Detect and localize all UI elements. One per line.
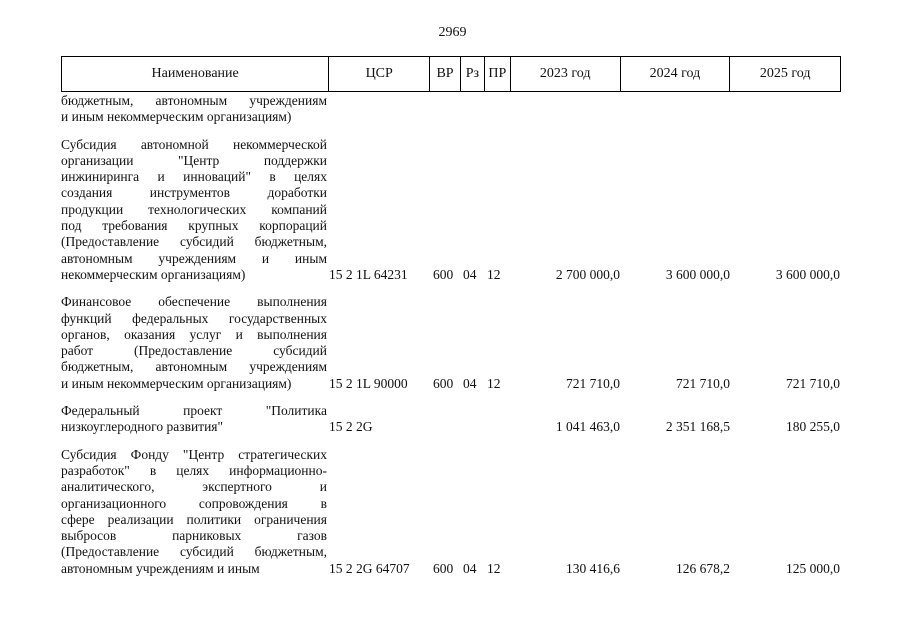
row-name-line: создания инструментов доработки [61,185,327,201]
cell-rz: 04 [463,266,477,282]
header-pr: ПР [485,57,511,91]
row-name-line: Субсидия Фонду "Центр стратегических [61,446,327,462]
table-row [61,294,851,392]
cell-vr: 600 [433,375,454,391]
table-row [61,447,851,577]
row-name-line: низкоуглеродного развития" [61,419,224,435]
row-name-line: Субсидия автономной некоммерческой [61,136,327,152]
table-body [61,93,851,577]
header-name: Наименование [62,57,329,91]
table-row [61,403,851,436]
row-values [61,267,851,283]
row-name-line: бюджетным, автономным учреждениям [61,93,327,108]
row-name-line: инжиниринга и инноваций" в целях [61,169,327,185]
row-name-line: функций федеральных государственных [61,310,327,326]
cell-2024: 721 710,0 [676,375,730,391]
row-name-line: Финансовое обеспечение выполнения [61,294,327,310]
row-values [61,376,851,392]
cell-csr: 15 2 1L 90000 [329,375,408,391]
row-name-line: сфере реализации политики ограничения [61,511,327,527]
row-name-line: выбросов парниковых газов [61,528,327,544]
page-number: 2969 [438,25,467,40]
header-2023: 2023 год [511,57,621,91]
cell-vr: 600 [433,560,454,576]
row-name-line: под требования крупных корпораций [61,218,327,234]
row-name-line: и иным некоммерческим организациям) [61,375,292,391]
cell-csr: 15 2 2G 64707 [329,560,410,576]
cell-2025: 180 255,0 [786,419,840,435]
cell-2024: 3 600 000,0 [665,266,730,282]
row-name-line: организации "Центр поддержки [61,152,327,168]
row-name-line: продукции технологических компаний [61,201,327,217]
header-2024: 2024 год [621,57,731,91]
cell-pr: 12 [487,266,501,282]
table-row [61,137,851,284]
cell-2023: 1 041 463,0 [555,419,620,435]
row-name-line: разработок" в целях информационно- [61,462,327,478]
row-name-line: (Предоставление субсидий бюджетным, [61,234,327,250]
table-header [61,56,841,92]
cell-pr: 12 [487,560,501,576]
row-name-line: некоммерческим организациям) [61,266,246,282]
header-2025: 2025 год [759,66,811,81]
row-name-line: работ (Предоставление субсидий [61,343,327,359]
row-values [61,109,851,125]
table-row [61,93,851,126]
row-values [61,561,851,577]
cell-rz: 04 [463,560,477,576]
row-name-line: автономным учреждениям и иным [61,250,327,266]
row-name-line: автономным учреждениям и иным [61,560,260,576]
cell-2025: 3 600 000,0 [775,266,840,282]
cell-csr: 15 2 2G [329,419,373,435]
row-gap [61,392,851,403]
cell-csr: 15 2 1L 64231 [329,266,408,282]
row-gap [61,126,851,137]
row-name-line: организационного сопровождения в [61,495,327,511]
cell-2023: 130 416,6 [566,560,620,576]
cell-2024: 2 351 168,5 [665,419,730,435]
cell-2025: 721 710,0 [786,375,840,391]
row-name-line: и иным некоммерческим организациям) [61,109,292,125]
row-name-line: органов, оказания услуг и выполнения [61,326,327,342]
header-rz: Рз [461,57,485,91]
row-gap [61,283,851,294]
header-vr: ВР [430,57,461,91]
cell-2025: 125 000,0 [786,560,840,576]
cell-rz: 04 [463,375,477,391]
row-name-line: аналитического, экспертного и [61,479,327,495]
row-values [61,419,851,435]
cell-2024: 126 678,2 [676,560,730,576]
row-name-line: (Предоставление субсидий бюджетным, [61,544,327,560]
row-gap [61,436,851,447]
cell-2023: 2 700 000,0 [555,266,620,282]
cell-vr: 600 [433,266,454,282]
cell-pr: 12 [487,375,501,391]
row-name-line: Федеральный проект "Политика [61,403,327,419]
cell-2023: 721 710,0 [566,375,620,391]
header-csr: ЦСР [329,57,430,91]
row-name-line: бюджетным, автономным учреждениям [61,359,327,375]
